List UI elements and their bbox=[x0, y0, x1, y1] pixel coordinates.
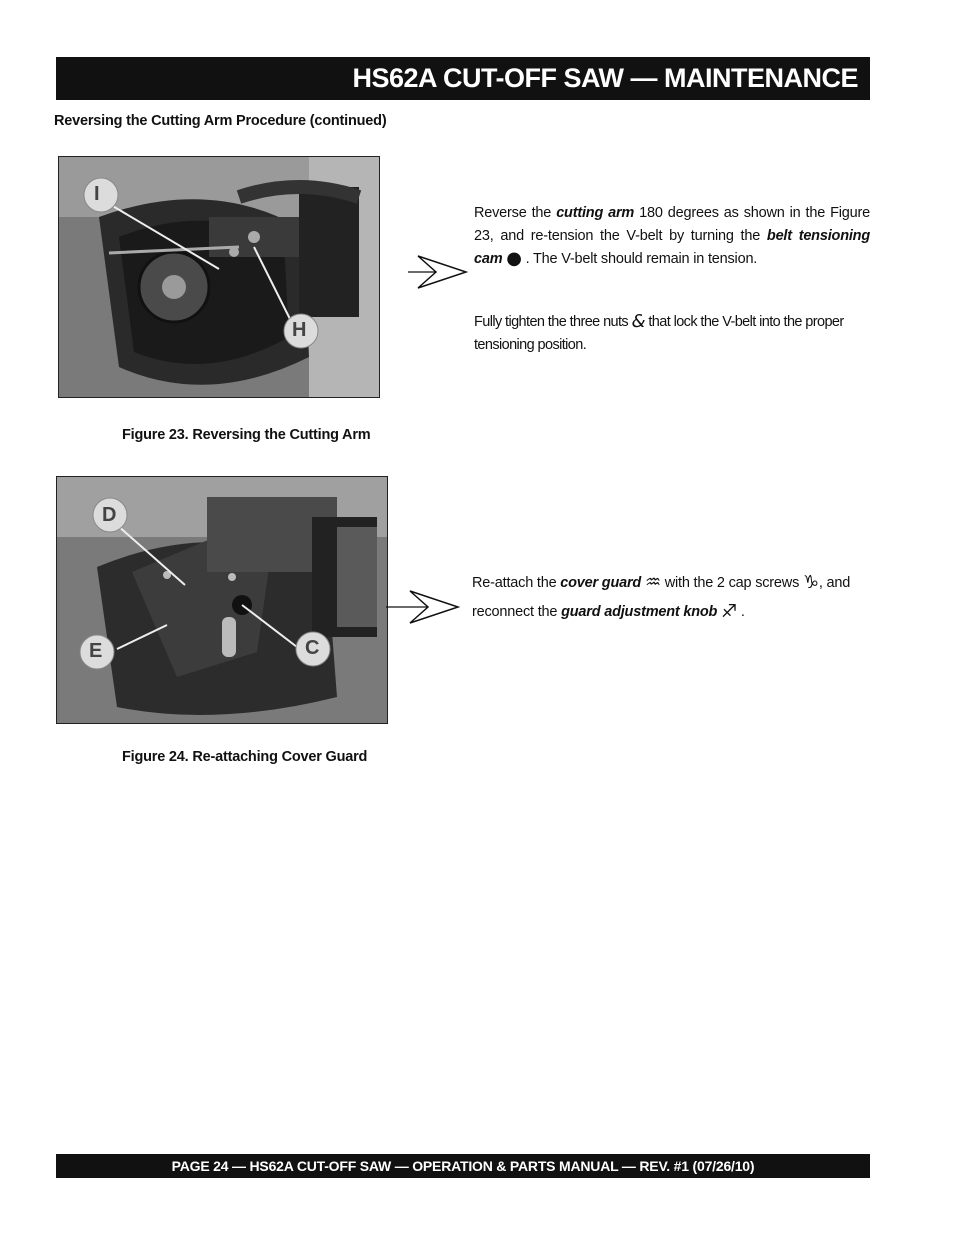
section-title: Reversing the Cutting Arm Procedure (continued) bbox=[54, 113, 387, 129]
page-title: HS62A CUT-OFF SAW — MAINTENANCE bbox=[352, 63, 858, 93]
page-header bbox=[56, 57, 870, 100]
term-cutting-arm: cutting arm bbox=[556, 205, 635, 221]
callout-i: I bbox=[94, 183, 100, 205]
term-guard-adjustment-knob: guard adjustment knob bbox=[561, 604, 718, 620]
cover-guard-symbol-icon: ♒ bbox=[644, 572, 661, 594]
nuts-symbol-icon: & bbox=[631, 311, 645, 333]
footer-text: PAGE 24 — HS62A CUT-OFF SAW — OPERATION & PARTS MANUAL — REV. #1 (07/26/10) bbox=[171, 1158, 755, 1174]
knob-symbol-icon: ♐ bbox=[721, 601, 737, 623]
figure-23-photo bbox=[58, 156, 380, 398]
callout-e: E bbox=[89, 640, 103, 662]
step-reattach-guard-text: Re-attach the cover guard ♒ with the 2 cap screws ♑, and reconnect the guard adjustment knob ♐ . bbox=[472, 572, 851, 623]
callout-c: C bbox=[305, 637, 320, 659]
page-footer bbox=[56, 1154, 870, 1178]
cap-screws-symbol-icon: ♑ bbox=[802, 572, 819, 594]
figure-23-caption: Figure 23. Reversing the Cutting Arm bbox=[122, 427, 371, 443]
figure-24-photo bbox=[56, 476, 388, 724]
arrow-pointer-icon bbox=[386, 587, 460, 627]
arrow-pointer-icon bbox=[408, 252, 468, 292]
figure-24-caption: Figure 24. Re-attaching Cover Guard bbox=[122, 749, 368, 765]
callout-h: H bbox=[292, 319, 307, 341]
term-cover-guard: cover guard bbox=[560, 575, 642, 591]
figure-23-illustration bbox=[59, 157, 379, 397]
step-reverse-arm-text: Reverse the cutting arm 180 degrees as shown in the Figure 23, and re-tension the V-belt by turning the belt tensioning cam ● . The V-belt should remain in tension. bbox=[474, 205, 870, 270]
step-tighten-nuts-text: Fully tighten the three nuts & that lock the V-belt into the proper tensioning position. bbox=[474, 311, 844, 353]
cam-symbol-icon: ● bbox=[506, 248, 522, 270]
term-belt-tensioning-cam: belt tensioning cam bbox=[474, 228, 870, 267]
callout-d: D bbox=[102, 504, 117, 526]
